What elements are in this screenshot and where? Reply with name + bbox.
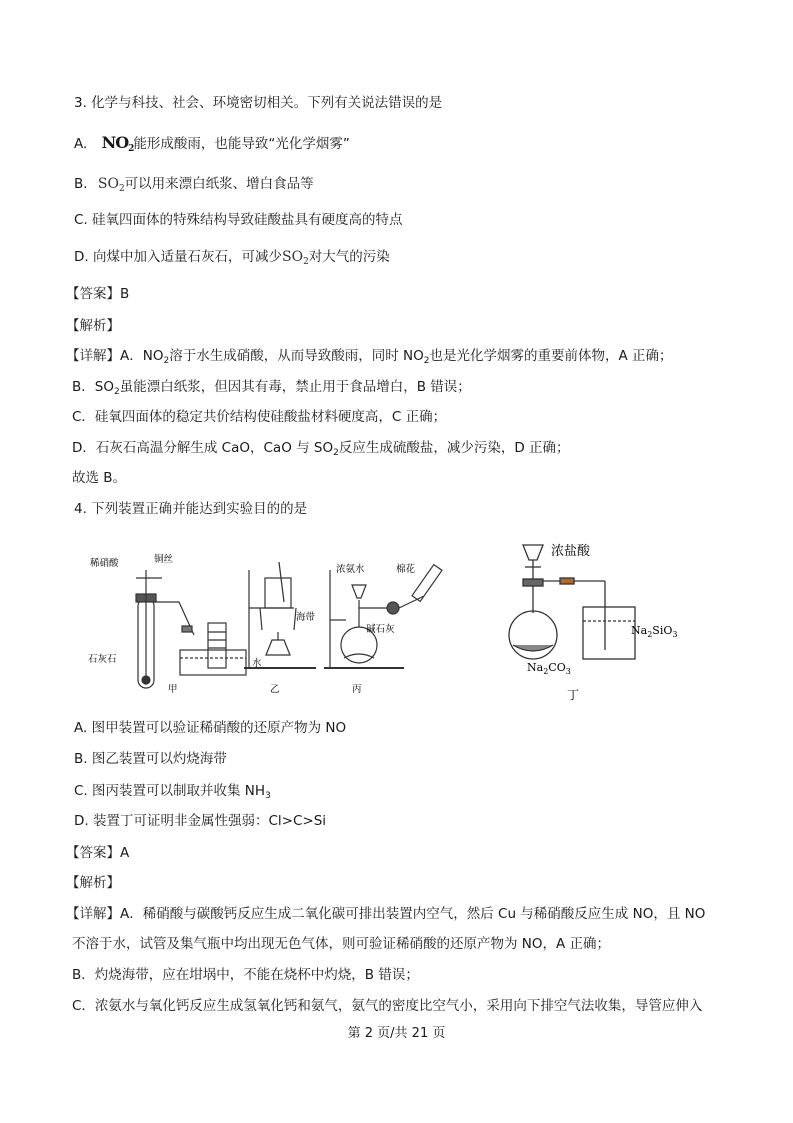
q4-detail-c: C．浓氨水与氧化钙反应生成氢氧化钙和氨气，氨气的密度比空气小，采用向下排空气法收集，导管应伸入 (72, 998, 703, 1014)
page-footer: 第 2 页/共 21 页 (347, 1026, 446, 1041)
label-xixiaosuan: 稀硝酸 (90, 558, 119, 569)
option-text: 可以用来漂白纸浆、增白食品等 (124, 176, 314, 192)
q3-detail-b: B．$SO_2$虽能漂白纸浆，但因其有毒，禁止用于食品增白，B 错误； (72, 379, 471, 397)
label-mianhua: 棉花 (396, 564, 416, 575)
rubber-joint (182, 626, 192, 632)
q4-detail-a1: 【详解】A．稀硝酸与碳酸钙反应生成二氧化碳可排出装置内空气，然后 Cu 与稀硝酸反应生成 NO，且 NO (66, 906, 706, 922)
tube-connector (560, 578, 574, 584)
q3-stem: 3. 化学与科技、社会、环境密切相关。下列有关说法错误的是 (74, 95, 443, 111)
flask-stopper (523, 579, 543, 586)
option-text: 能形成酸雨，也能导致“光化学烟雾” (133, 136, 350, 152)
label-jia: 甲 (168, 684, 178, 695)
q4-option-a: A. 图甲装置可以验证稀硝酸的还原产物为 NO (74, 720, 347, 736)
dropping-funnel (352, 585, 366, 598)
label-nongyansuan: 浓盐酸 (551, 544, 591, 559)
limestone (142, 676, 150, 684)
q4-answer: 【答案】A (66, 845, 130, 861)
collection-tube (412, 565, 442, 602)
label-jianshihui: 碱石灰 (366, 624, 395, 635)
q3-option-a (74, 133, 350, 154)
option-letter: B. (74, 176, 88, 192)
drying-bulb (387, 602, 399, 614)
apparatus-figures-jia-yi-bing (84, 540, 494, 700)
formula-so2: $SO_2$ (281, 249, 309, 267)
label-tongsi: 铜丝 (154, 554, 174, 565)
q3-detail-c: C．硅氧四面体的稳定共价结构使硅酸盐材料硬度高，C 正确； (72, 409, 447, 425)
q4-option-b: B. 图乙装置可以灼烧海带 (74, 751, 227, 767)
label-na2co3: $Na_2CO_3$ (527, 661, 571, 676)
gas-jar (208, 623, 226, 668)
beaker (265, 578, 291, 608)
label-yi: 乙 (270, 684, 280, 695)
q3-detail-a: 【详解】A．$NO_2$溶于水生成硝酸，从而导致酸雨，同时 $NO_2$也是光化学烟雾的重要前体物，A 正确； (66, 348, 673, 366)
q3-answer: 【答案】B (66, 286, 130, 302)
stirring-rod (279, 562, 284, 602)
label-na2sio3: $Na_2SiO_3$ (631, 624, 678, 639)
q4-detail-a2: 不溶于水，试管及集气瓶中均出现无色气体，则可验证稀硝酸的还原产物为 NO，A 正确； (72, 936, 611, 952)
q3-conclusion: 故选 B。 (72, 470, 127, 486)
separatory-funnel (523, 545, 543, 560)
label-nonganshui: 浓氨水 (336, 564, 365, 575)
formula-so2: $SO_2$ (97, 176, 125, 194)
q3-option-b (74, 174, 314, 194)
label-shihuishi: 石灰石 (88, 654, 117, 665)
conical-flask (509, 611, 557, 659)
formula-no2: $NO_2$ (101, 133, 134, 154)
beaker-ding (583, 607, 635, 659)
water-trough (180, 650, 246, 675)
q3-option-d: D. 向煤中加入适量石灰石，可减少$SO_2$对大气的污染 (74, 249, 390, 267)
label-ding: 丁 (567, 688, 580, 702)
q3-analysis-heading: 【解析】 (66, 318, 120, 334)
q3-detail-d: D．石灰石高温分解生成 CaO，CaO 与 $SO_2$反应生成硫酸盐，减少污染，D 正确； (72, 440, 570, 458)
q3-option-c: C. 硅氧四面体的特殊结构导致硅酸盐具有硬度高的特点 (74, 212, 403, 228)
label-haidai: 海带 (296, 612, 316, 623)
q4-analysis-heading: 【解析】 (66, 875, 120, 891)
option-letter: A. (74, 136, 88, 152)
q4-option-c: C. 图丙装置可以制取并收集 $NH_3$ (74, 783, 271, 801)
q4-stem: 4. 下列装置正确并能达到实验目的的是 (74, 501, 308, 517)
q4-detail-b: B．灼烧海带，应在坩埚中，不能在烧杯中灼烧，B 错误； (72, 967, 419, 983)
label-shui: 水 (252, 658, 262, 669)
apparatus-figure-ding (505, 535, 705, 705)
label-bing: 丙 (352, 684, 362, 695)
alcohol-lamp (266, 640, 290, 655)
q4-option-d: D. 装置丁可证明非金属性强弱：Cl>C>Si (74, 813, 327, 829)
